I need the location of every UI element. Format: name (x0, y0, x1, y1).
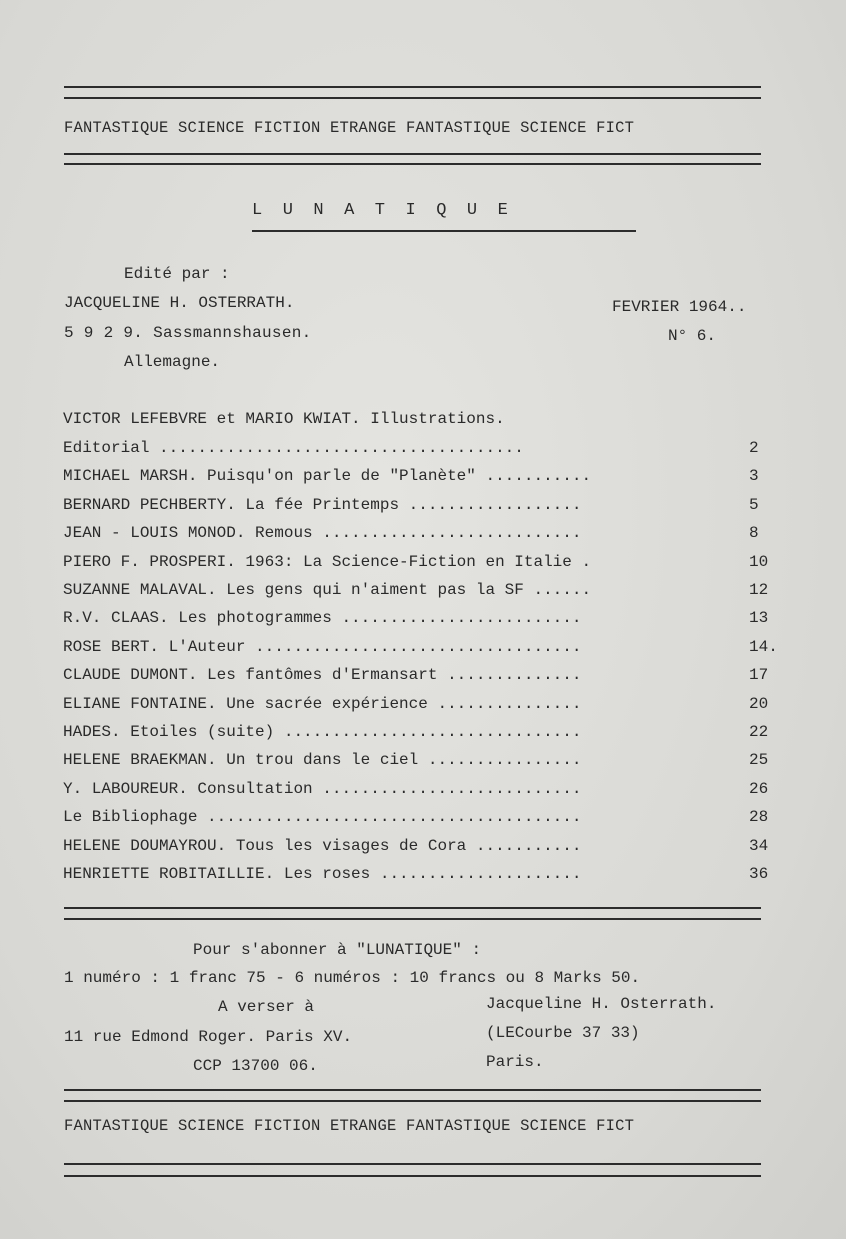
toc-entry-page: 17 (749, 666, 769, 684)
title-underline (252, 230, 636, 232)
mid-rule-2 (64, 918, 761, 920)
top-rule-3 (64, 153, 761, 155)
toc-entry-page: 20 (749, 695, 769, 713)
toc-entry-title: JEAN - LOUIS MONOD. Remous ........................... (63, 524, 582, 542)
toc-entry-page: 13 (749, 609, 769, 627)
toc-entry-page: 14. (749, 638, 778, 656)
toc-entry-page: 12 (749, 581, 769, 599)
toc-entry (63, 494, 763, 516)
payee-phone: (LECourbe 37 33) (486, 1024, 640, 1042)
toc-entry-page: 10 (749, 553, 769, 571)
payee-street: 11 rue Edmond Roger. Paris XV. (64, 1028, 353, 1046)
toc-entry-page: 3 (749, 467, 759, 485)
toc-entry (63, 551, 769, 573)
toc-entry (63, 522, 763, 544)
toc-entry (63, 607, 769, 629)
toc-entry (63, 835, 769, 857)
toc-entry (63, 664, 769, 686)
top-banner: FANTASTIQUE SCIENCE FICTION ETRANGE FANTASTIQUE SCIENCE FICT (64, 119, 635, 137)
pay-to-label: A verser à (218, 998, 315, 1016)
publisher-address: 5 9 2 9. Sassmannshausen. (64, 324, 312, 342)
bottom-rule-3 (64, 1163, 761, 1165)
toc-entry (63, 465, 763, 487)
toc-entry (63, 636, 778, 658)
toc-entry-title: MICHAEL MARSH. Puisqu'on parle de "Planète" ........... (63, 467, 592, 485)
issue-date: FEVRIER 1964.. (612, 298, 747, 316)
toc-entry (63, 721, 769, 743)
bottom-banner: FANTASTIQUE SCIENCE FICTION ETRANGE FANTASTIQUE SCIENCE FICT (64, 1117, 635, 1135)
toc-entry-title: ROSE BERT. L'Auteur .................................. (63, 638, 582, 656)
toc-entry (63, 863, 769, 885)
toc-entry-title: Y. LABOUREUR. Consultation ........................... (63, 780, 582, 798)
subscription-prices: 1 numéro : 1 franc 75 - 6 numéros : 10 francs ou 8 Marks 50. (64, 969, 641, 987)
toc-entry-title: R.V. CLAAS. Les photogrammes ......................... (63, 609, 582, 627)
toc-entry (63, 579, 769, 601)
issue-number: N° 6. (668, 327, 717, 345)
toc-entry-page: 34 (749, 837, 769, 855)
toc-entry-title: SUZANNE MALAVAL. Les gens qui n'aiment pas la SF ...... (63, 581, 592, 599)
toc-entry (63, 778, 769, 800)
toc-entry-title: BERNARD PECHBERTY. La fée Printemps .................. (63, 496, 582, 514)
publisher-country: Allemagne. (124, 353, 221, 371)
ccp-number: CCP 13700 06. (193, 1057, 318, 1075)
toc-entry-page: 8 (749, 524, 759, 542)
toc-entry-title: Editorial ...................................... (63, 439, 524, 457)
toc-entry-title: HENRIETTE ROBITAILLIE. Les roses ..................... (63, 865, 582, 883)
subscription-heading: Pour s'abonner à "LUNATIQUE" : (193, 941, 482, 959)
payee-city: Paris. (486, 1053, 544, 1071)
publisher-name: JACQUELINE H. OSTERRATH. (64, 294, 295, 312)
toc-entry (63, 749, 769, 771)
toc-entry-page: 25 (749, 751, 769, 769)
toc-entry-page: 5 (749, 496, 759, 514)
payee-name: Jacqueline H. Osterrath. (486, 995, 717, 1013)
toc-entry-page: 26 (749, 780, 769, 798)
toc-entry-page: 22 (749, 723, 769, 741)
toc-entry-title: HADES. Etoiles (suite) ............................... (63, 723, 582, 741)
bottom-rule-2 (64, 1100, 761, 1102)
toc-entry-title: HELENE DOUMAYROU. Tous les visages de Cora ........... (63, 837, 582, 855)
toc-entry-title: ELIANE FONTAINE. Une sacrée expérience ............... (63, 695, 582, 713)
bottom-rule-4 (64, 1175, 761, 1177)
toc-entry-title: Le Bibliophage ....................................... (63, 808, 582, 826)
toc-entry-page: 2 (749, 439, 759, 457)
toc-entry-page: 28 (749, 808, 769, 826)
toc-entry-title: HELENE BRAEKMAN. Un trou dans le ciel ................ (63, 751, 582, 769)
toc-entry (63, 437, 763, 459)
top-rule-1 (64, 86, 761, 88)
toc-entry-title: CLAUDE DUMONT. Les fantômes d'Ermansart .............. (63, 666, 582, 684)
top-rule-2 (64, 97, 761, 99)
top-rule-4 (64, 163, 761, 165)
bottom-rule-1 (64, 1089, 761, 1091)
edited-by-label: Edité par : (124, 265, 230, 283)
toc-entry-page: 36 (749, 865, 769, 883)
mid-rule-1 (64, 907, 761, 909)
magazine-title: LUNATIQUE (252, 201, 529, 220)
toc-entry (63, 806, 769, 828)
illustrations-credit: VICTOR LEFEBVRE et MARIO KWIAT. Illustrations. (63, 410, 505, 428)
toc-entry-title: PIERO F. PROSPERI. 1963: La Science-Fiction en Italie . (63, 553, 592, 571)
toc-entry (63, 693, 769, 715)
